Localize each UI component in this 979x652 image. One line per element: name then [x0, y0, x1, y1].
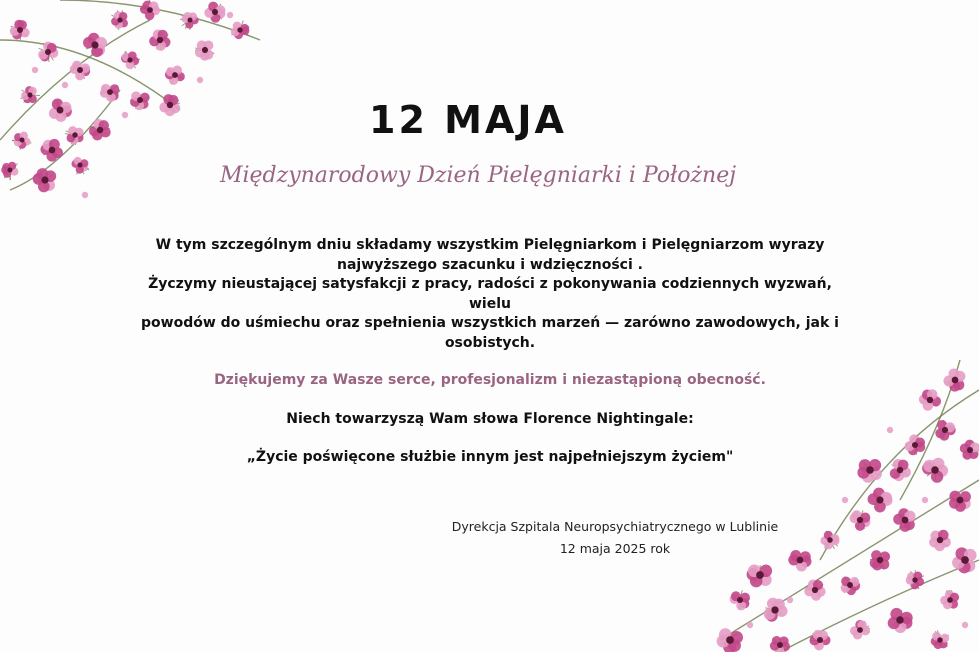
- bud-icon: [962, 622, 968, 628]
- greeting-line: W tym szczególnym dniu składamy wszystkim Pielęgniarkom i Pielęgniarzom wyrazy: [155, 237, 825, 253]
- thanks-text: Dziękujemy za Wasze serce, profesjonalizm i niezastąpioną obecność.: [214, 372, 766, 388]
- bud-icon: [32, 67, 38, 73]
- wax-flower-icon: [949, 491, 971, 512]
- wax-flower-icon: [849, 510, 870, 531]
- wax-flower-icon: [38, 41, 58, 61]
- wax-flower-icon: [922, 458, 948, 483]
- bud-icon: [62, 82, 68, 88]
- wax-flower-icon: [960, 440, 979, 460]
- bud-icon: [887, 427, 893, 433]
- page-subtitle: Międzynarodowy Dzień Pielęgniarki i Położnej: [219, 163, 737, 188]
- greeting-text: [140, 236, 840, 353]
- bud-icon: [747, 622, 753, 628]
- wax-flower-icon: [943, 368, 965, 391]
- signature: [420, 516, 810, 560]
- wax-flower-icon: [121, 51, 139, 69]
- stem: [720, 480, 979, 640]
- greeting-line: najwyższego szacunku i wdzięczności .: [337, 256, 643, 273]
- wax-flower-icon: [870, 550, 890, 570]
- wax-flower-icon: [70, 61, 90, 81]
- wax-flower-icon: [931, 632, 949, 649]
- page-title: 12 MAJA: [369, 98, 567, 142]
- quote-intro: Niech towarzyszą Wam słowa Florence Nightingale:: [286, 411, 694, 427]
- wax-flower-icon: [919, 389, 941, 411]
- wax-flower-icon: [140, 1, 160, 21]
- greeting-line: powodów do uśmiechu oraz spełnienia wszystkich marzeń — zarówno zawodowych, jak i: [141, 315, 839, 331]
- wax-flower-icon: [841, 577, 861, 596]
- greeting-line: wielu: [469, 295, 511, 312]
- wax-flower-icon: [231, 22, 249, 40]
- wax-flower-icon: [893, 508, 915, 532]
- wax-flower-icon: [935, 420, 955, 441]
- wax-flower-icon: [906, 572, 924, 590]
- wax-flower-icon: [149, 29, 170, 50]
- wax-flower-icon: [204, 2, 225, 23]
- wax-flower-icon: [804, 579, 825, 600]
- wax-flower-icon: [868, 488, 893, 513]
- wax-flower-icon: [929, 530, 951, 552]
- wax-flower-icon: [857, 459, 881, 483]
- bud-icon: [227, 12, 233, 18]
- wax-flower-icon: [195, 40, 213, 60]
- wax-flower-icon: [83, 33, 107, 57]
- bud-icon: [82, 192, 88, 198]
- wax-flower-icon: [111, 11, 128, 29]
- wax-flower-icon: [809, 630, 830, 651]
- wax-flower-icon: [820, 531, 839, 550]
- wax-flower-icon: [888, 608, 913, 633]
- wax-flower-icon: [770, 636, 790, 652]
- wax-flower-icon: [890, 459, 911, 481]
- signature-institution: Dyrekcja Szpitala Neuropsychiatrycznego w Lublinie: [451, 519, 779, 534]
- bud-icon: [842, 497, 848, 503]
- wax-flower-icon: [904, 434, 925, 455]
- wax-flower-icon: [717, 628, 743, 652]
- wax-flower-icon: [764, 598, 788, 622]
- greeting-line: Życzymy nieustającej satysfakcji z pracy, radości z pokonywania codziennych wyzwań,: [148, 276, 832, 292]
- wax-flower-icon: [10, 20, 30, 40]
- wax-flower-icon: [940, 590, 959, 609]
- wax-flower-icon: [730, 591, 750, 610]
- signature-date: 12 maja 2025 rok: [559, 541, 671, 556]
- greeting-line: osobistych.: [444, 334, 536, 351]
- bud-icon: [197, 77, 203, 83]
- wax-flower-icon: [181, 12, 198, 29]
- wax-flower-icon: [747, 564, 773, 587]
- bud-icon: [787, 597, 793, 603]
- wax-flower-icon: [165, 65, 185, 84]
- bud-icon: [922, 497, 928, 503]
- quote-text: „Życie poświęcone służbie innym jest najpełniejszym życiem": [246, 449, 734, 465]
- wax-flower-icon: [850, 620, 870, 640]
